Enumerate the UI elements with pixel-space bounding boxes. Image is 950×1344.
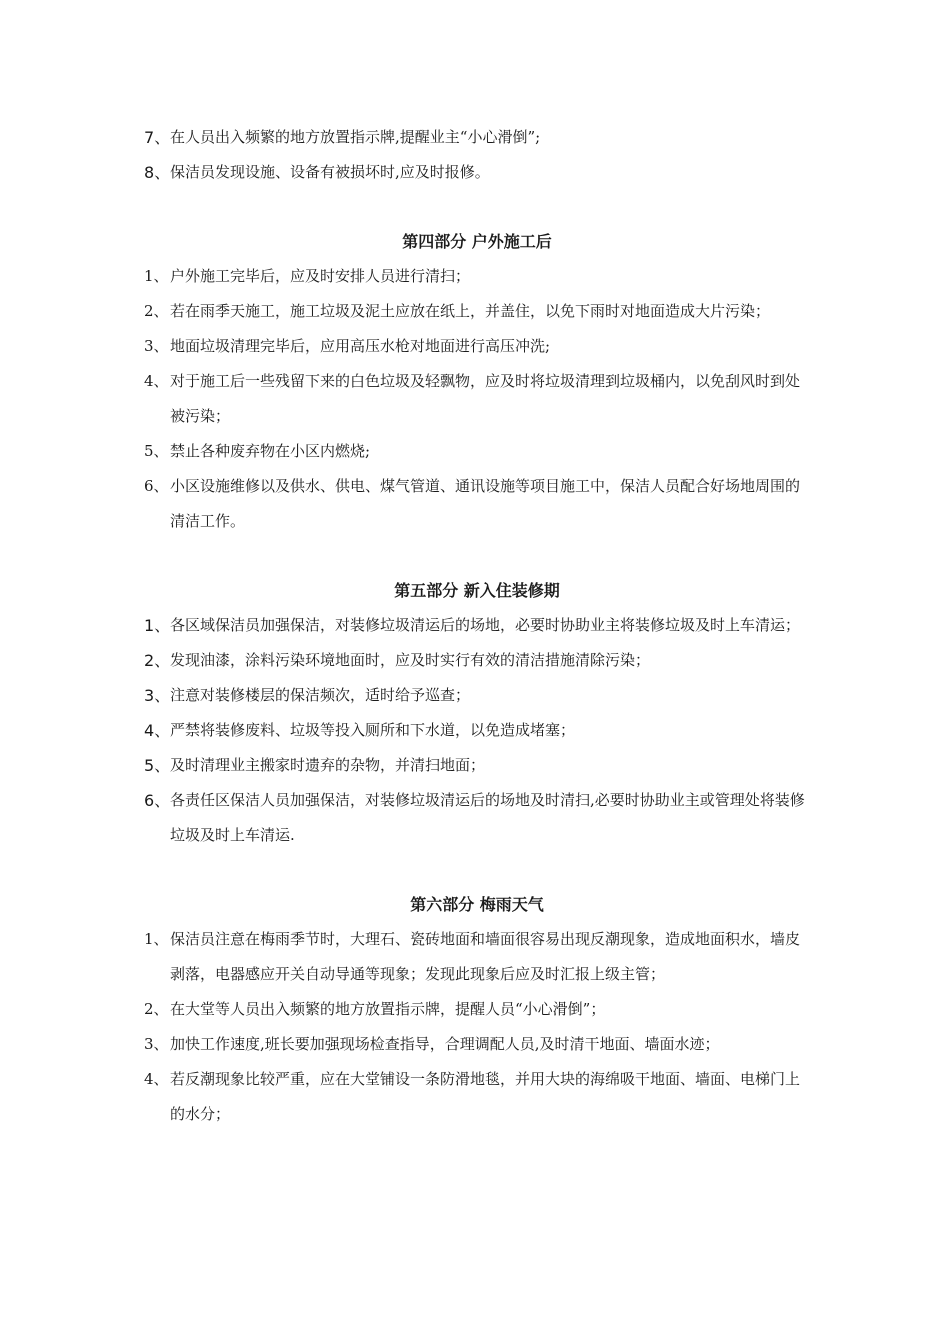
item-text: 若在雨季天施工，施工垃圾及泥土应放在纸上，并盖住，以免下雨时对地面造成大片污染； [170,302,771,320]
list-item [144,329,810,364]
item-text: 在人员出入频繁的地方放置指示牌,提醒业主“小心滑倒”; [170,128,541,146]
part6-list [144,922,810,1132]
list-item [144,1062,810,1132]
item-text: 对于施工后一些残留下来的白色垃圾及轻飘物，应及时将垃圾清理到垃圾桶内，以免刮风时到处被污染； [170,372,801,425]
list-item [144,1027,810,1062]
item-text: 禁止各种废弃物在小区内燃烧; [170,442,371,460]
list-item [144,748,810,783]
item-text: 各区域保洁员加强保洁，对装修垃圾清运后的场地，必要时协助业主将装修垃圾及时上车清运； [170,616,801,634]
item-text: 各责任区保洁人员加强保洁，对装修垃圾清运后的场地及时清扫,必要时协助业主或管理处将装修垃圾及时上车清运. [170,791,805,844]
section-title-part4: 第四部分 户外施工后 [402,232,552,251]
list-item [144,120,810,155]
item-number: 2、 [144,651,171,670]
item-text: 加快工作速度,班长要加强现场检查指导，合理调配人员,及时清干地面、墙面水迹； [170,1035,720,1053]
item-number: 1、 [144,930,169,948]
list-item [144,922,810,992]
item-number: 4、 [144,372,169,390]
item-text: 注意对装修楼层的保洁频次，适时给予巡查； [170,686,471,704]
list-item [144,259,810,294]
item-text: 在大堂等人员出入频繁的地方放置指示牌，提醒人员“小心滑倒”； [170,1000,606,1018]
item-number: 7、 [144,128,171,147]
item-number: 8、 [144,163,171,182]
part5-list [144,608,810,853]
list-item [144,643,810,678]
item-number: 6、 [144,477,169,495]
item-number: 3、 [144,1035,169,1053]
item-number: 5、 [144,442,169,460]
list-item [144,713,810,748]
section-title-part5: 第五部分 新入住装修期 [394,581,560,600]
item-number: 4、 [144,721,171,740]
list-item [144,294,810,329]
list-item [144,434,810,469]
item-number: 1、 [144,267,169,285]
item-text: 若反潮现象比较严重，应在大堂铺设一条防滑地毯，并用大块的海绵吸干地面、墙面、电梯门上的水分； [170,1070,801,1123]
document-body [144,120,810,1132]
item-number: 6、 [144,791,171,810]
item-number: 1、 [144,616,171,635]
part3-tail-list [144,120,810,190]
item-text: 户外施工完毕后，应及时安排人员进行清扫； [170,267,471,285]
item-number: 2、 [144,1000,169,1018]
item-number: 3、 [144,686,171,705]
list-item [144,155,810,190]
item-text: 保洁员注意在梅雨季节时，大理石、瓷砖地面和墙面很容易出现反潮现象，造成地面积水，墙皮剥落，电器感应开关自动导通等现象；发现此现象后应及时汇报上级主管； [170,930,801,983]
item-number: 2、 [144,302,169,320]
list-item [144,364,810,434]
list-item [144,783,810,853]
item-text: 地面垃圾清理完毕后，应用高压水枪对地面进行高压冲洗; [170,337,551,355]
item-text: 小区设施维修以及供水、供电、煤气管道、通讯设施等项目施工中，保洁人员配合好场地周围的清洁工作。 [170,477,801,530]
item-number: 4、 [144,1070,169,1088]
list-item [144,678,810,713]
item-text: 严禁将装修废料、垃圾等投入厕所和下水道，以免造成堵塞； [170,721,576,739]
list-item [144,469,810,539]
part4-list [144,259,810,539]
item-text: 保洁员发现设施、设备有被损坏时,应及时报修。 [170,163,490,181]
item-text: 及时清理业主搬家时遗弃的杂物，并清扫地面； [170,756,486,774]
list-item [144,608,810,643]
item-number: 3、 [144,337,169,355]
item-text: 发现油漆，涂料污染环境地面时，应及时实行有效的清洁措施清除污染； [170,651,651,669]
section-title-part6: 第六部分 梅雨天气 [410,895,544,914]
list-item [144,992,810,1027]
item-number: 5、 [144,756,171,775]
